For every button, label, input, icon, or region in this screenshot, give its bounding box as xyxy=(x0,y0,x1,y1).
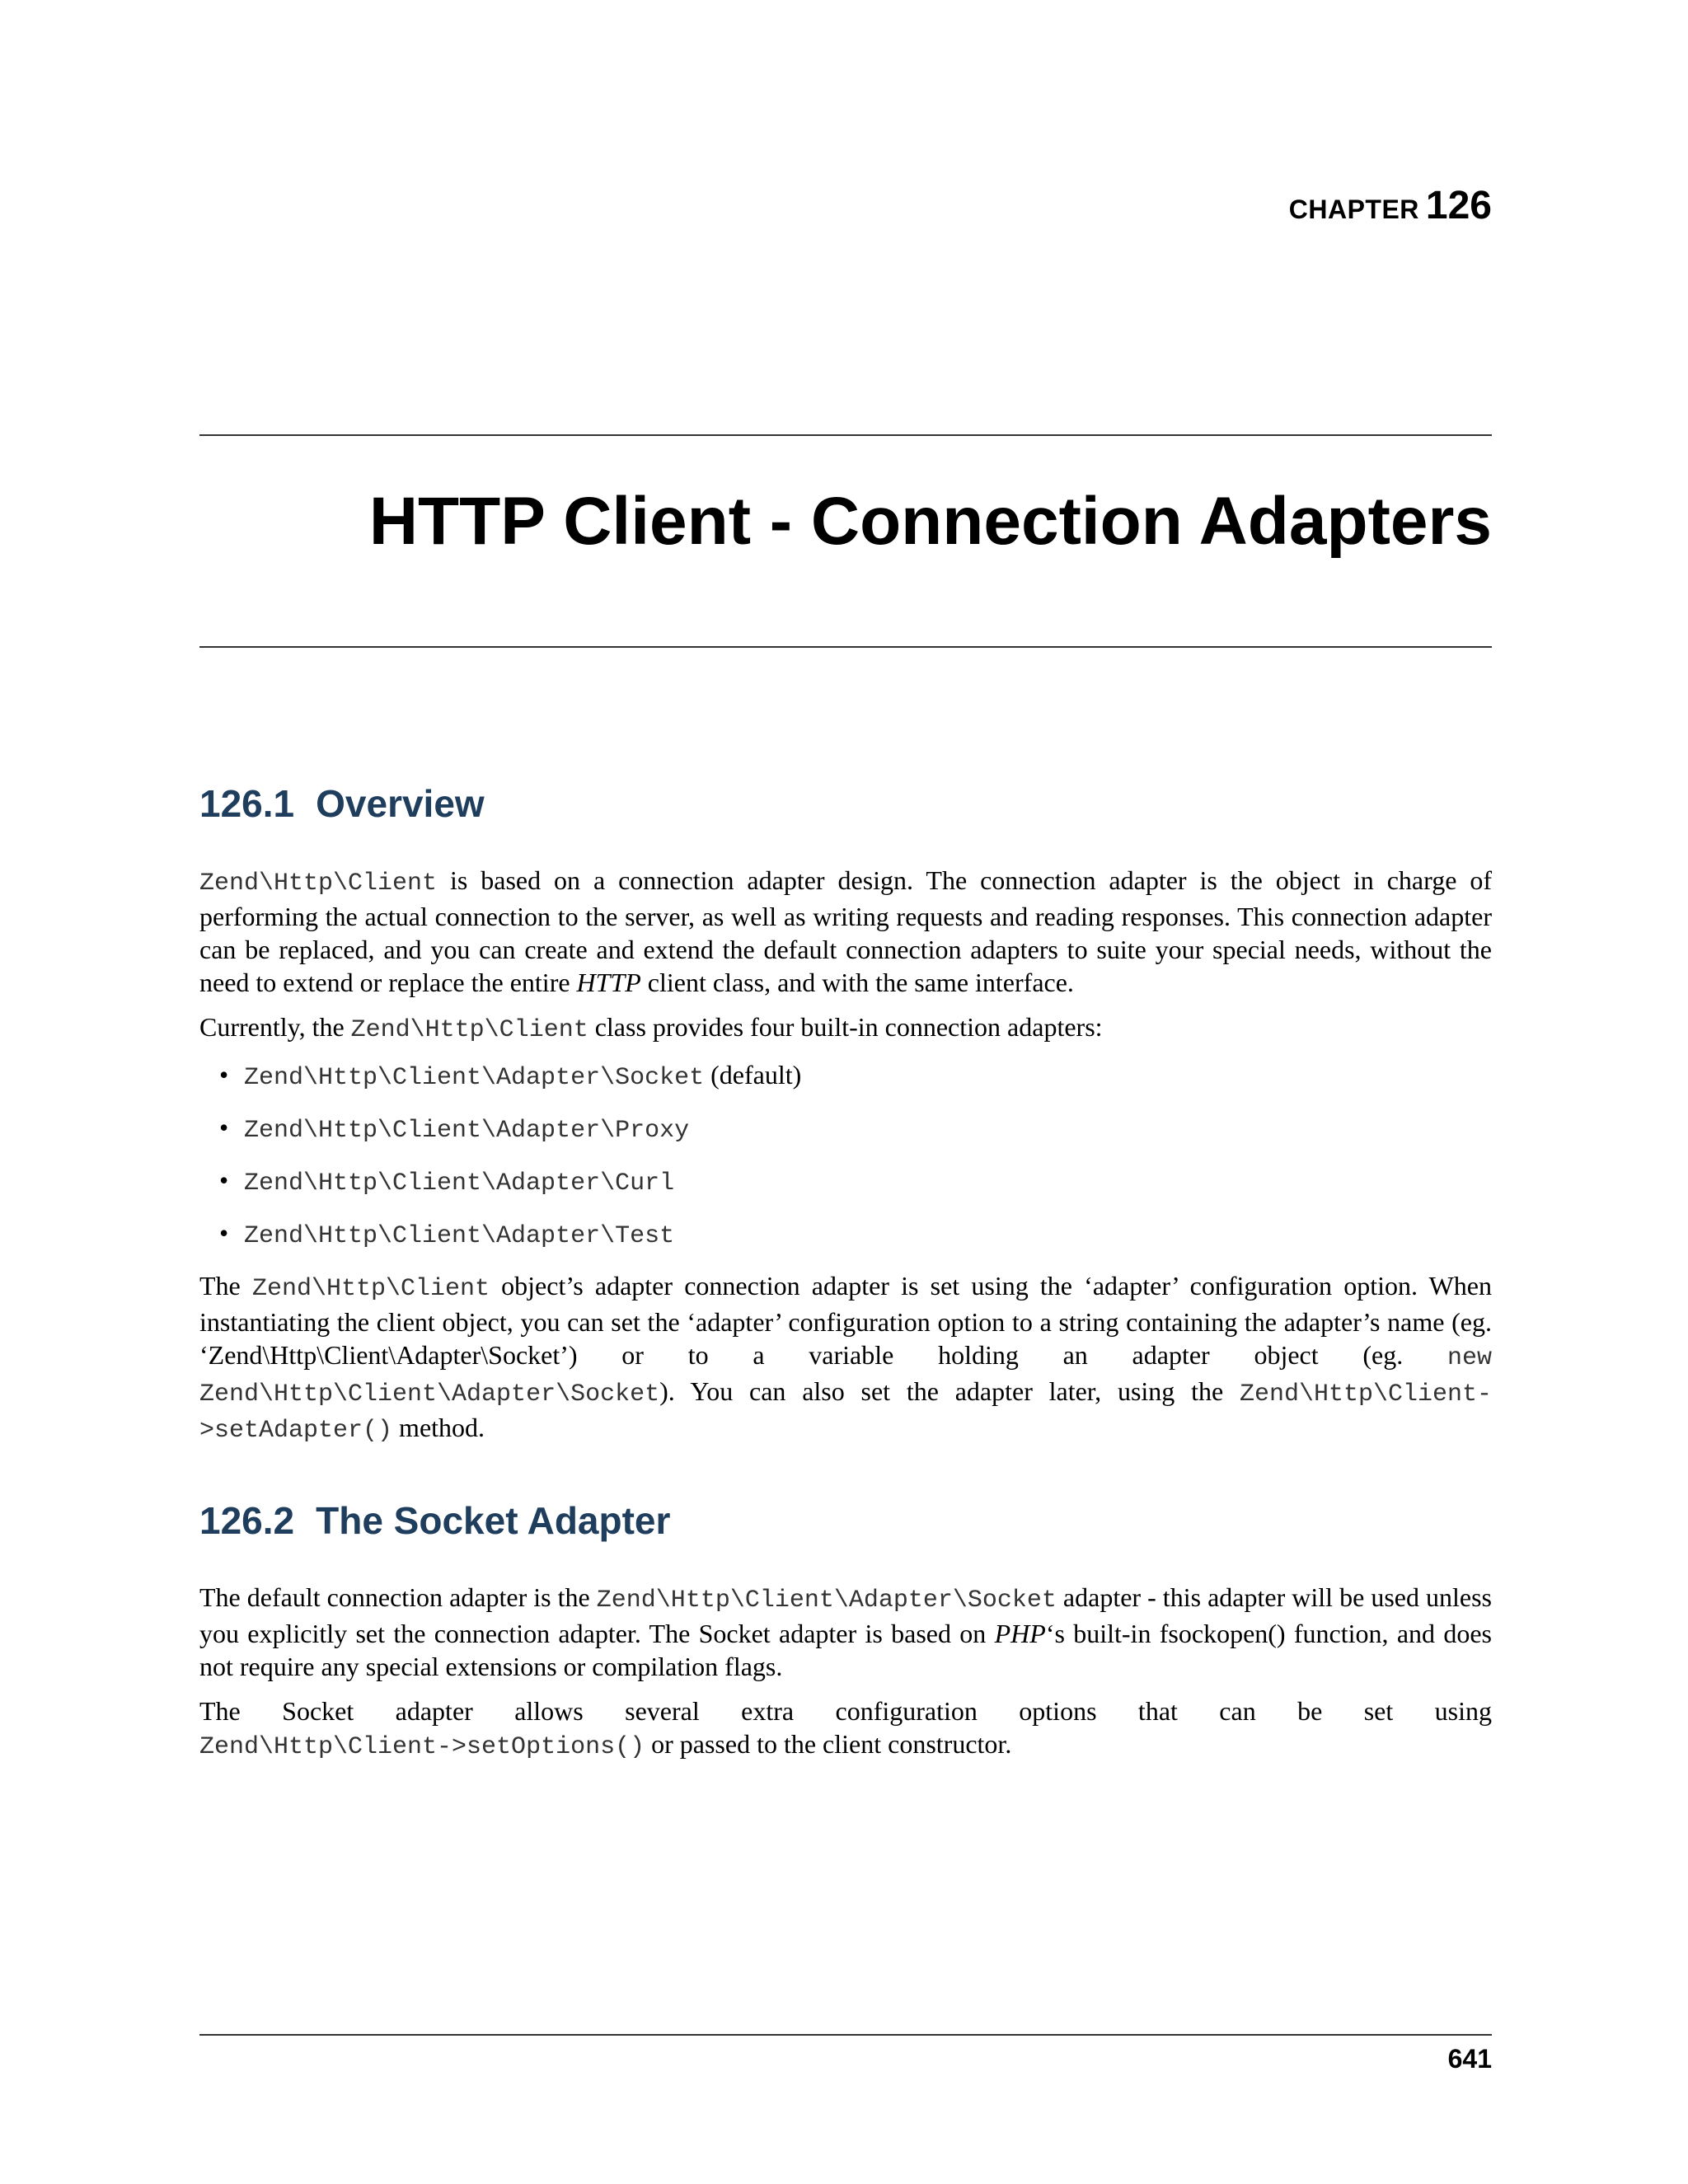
section-title: The Socket Adapter xyxy=(316,1499,671,1542)
paragraph-text: is based on a connection adapter design. The connection adapter is the object in charge of performing the actual connection to the server, as well as writing requests and reading responses. This connection adapter can be replaced, and you can create and extend the default connection adapters to suite your special needs, without the need to extend or replace the entire xyxy=(199,865,1492,997)
inline-code: Zend\Http\Client\Adapter\Socket xyxy=(596,1586,1057,1615)
chapter-word: CHAPTER xyxy=(1288,194,1419,224)
paragraph-text: adapter - this adapter will be used unless you explicitly set the connection adapter. The Socket adapter is based on xyxy=(199,1582,1493,1648)
inline-code: new Zend\Http\Client\Adapter\Socket xyxy=(199,1344,1492,1408)
socket-paragraph-2 xyxy=(199,1694,1492,1764)
title-rule-bottom xyxy=(199,646,1492,648)
bullet-icon: • xyxy=(219,1060,229,1090)
bullet-icon: • xyxy=(219,1113,229,1142)
section-number: 126.2 xyxy=(199,1499,295,1542)
overview-paragraph-3 xyxy=(199,1269,1492,1447)
paragraph-text: The xyxy=(199,1271,252,1301)
inline-code: Zend\Http\Client\Adapter\Test xyxy=(244,1222,675,1250)
inline-code: Zend\Http\Client xyxy=(251,1275,490,1303)
list-item-suffix: (default) xyxy=(704,1060,802,1090)
paragraph-text: Currently, the xyxy=(199,1012,351,1042)
inline-code: Zend\Http\Client\Adapter\Proxy xyxy=(244,1117,690,1145)
inline-code: Zend\Http\Client->setOptions() xyxy=(199,1733,645,1761)
chapter-label xyxy=(1289,183,1492,228)
section-number: 126.1 xyxy=(199,782,295,825)
socket-paragraph-1 xyxy=(199,1581,1492,1683)
emphasis-text: HTTP xyxy=(576,968,641,997)
adapter-list xyxy=(199,1058,1492,1253)
overview-paragraph-1 xyxy=(199,864,1492,999)
paragraph-text: method. xyxy=(392,1413,485,1442)
emphasis-text: PHP xyxy=(994,1619,1046,1648)
inline-code: Zend\Http\Client xyxy=(199,869,438,898)
page-number: 641 xyxy=(1447,2044,1492,2074)
section-heading-socket xyxy=(199,1498,1492,1543)
section-title: Overview xyxy=(316,782,485,825)
inline-code: Zend\Http\Client\Adapter\Socket xyxy=(244,1064,705,1092)
paragraph-text: class provides four built-in connection adapters: xyxy=(588,1012,1103,1042)
section-socket-adapter xyxy=(199,1498,1492,1775)
bullet-icon: • xyxy=(219,1165,229,1195)
list-item xyxy=(219,1216,1492,1253)
footer-rule xyxy=(199,2034,1492,2036)
paragraph-text: or passed to the client constructor. xyxy=(645,1729,1012,1759)
chapter-number: 126 xyxy=(1425,184,1492,227)
section-heading-overview xyxy=(199,781,1492,826)
section-overview xyxy=(199,781,1492,1459)
paragraph-text: The default connection adapter is the xyxy=(199,1582,597,1612)
inline-code: Zend\Http\Client\Adapter\Curl xyxy=(244,1169,675,1197)
paragraph-text: client class, and with the same interface. xyxy=(640,968,1074,997)
list-item xyxy=(219,1058,1492,1094)
chapter-title: HTTP Client - Connection Adapters xyxy=(368,484,1492,559)
paragraph-text: The Socket adapter allows several extra configuration options that can be set using xyxy=(199,1696,1492,1726)
paragraph-text: object’s adapter connection adapter is set using the ‘adapter’ configuration option. When instantiating the client object, you can set the ‘adapter’ configuration option to a string containing the adapter’s name (eg. ‘Zend\Http\Client\Adapter\Socket’) or to a variable holding an adapter object (eg. xyxy=(199,1271,1493,1370)
title-rule-top xyxy=(199,434,1492,436)
paragraph-text: ‘s built-in fsockopen() function, and does not require any special extensions or compilation flags. xyxy=(199,1619,1493,1681)
inline-code: Zend\Http\Client xyxy=(350,1016,588,1044)
bullet-icon: • xyxy=(219,1218,229,1248)
list-item xyxy=(219,1111,1492,1147)
inline-code: Zend\Http\Client->setAdapter() xyxy=(199,1380,1492,1445)
overview-paragraph-2 xyxy=(199,1010,1492,1047)
paragraph-text: ). You can also set the adapter later, using the xyxy=(659,1376,1240,1406)
list-item xyxy=(219,1164,1492,1200)
